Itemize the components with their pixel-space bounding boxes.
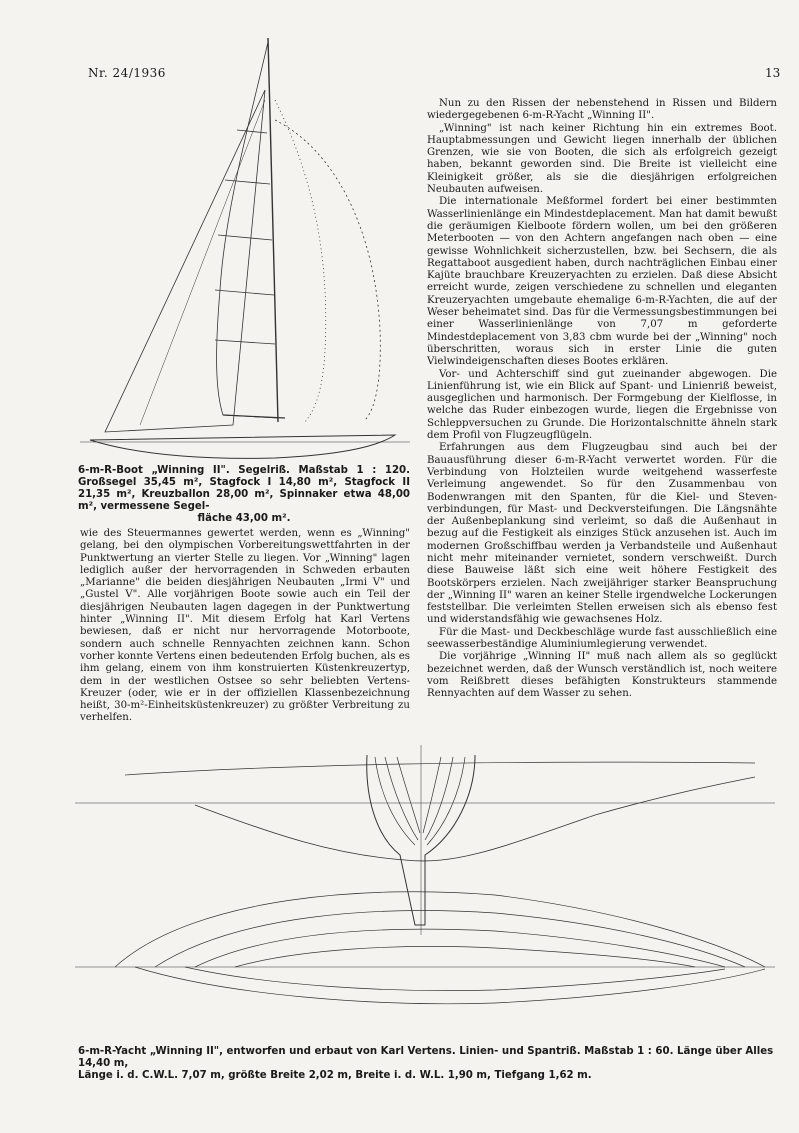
hull-outline (90, 435, 395, 458)
diagonal-curve (135, 967, 765, 1004)
section-line (385, 757, 418, 840)
paragraph: Für die Mast- und Deckbeschläge wurde fast ausschließlich eine seewasserbeständige Aluminiumlegierung verwendet. (427, 626, 777, 651)
sail-plan-caption-last-line: fläche 43,00 m². (197, 513, 291, 524)
issue-number: Nr. 24/1936 (88, 66, 166, 80)
sail-plan-drawing (75, 30, 420, 460)
kreuzballon-outline (275, 100, 326, 422)
paragraph: Nun zu den Rissen der nebenstehend in Rissen und Bildern wiedergegebenen 6-m-R-Yacht „Winning II". (427, 98, 777, 122)
mast-line (268, 38, 278, 422)
mainsail-outline (217, 42, 278, 418)
lines-plan-caption-line2: Länge i. d. C.W.L. 7,07 m, größte Breite 2,02 m, Breite i. d. W.L. 1,90 m, Tiefgang 1,62 m. (78, 1070, 592, 1081)
profile-bottom (195, 777, 755, 861)
lines-plan-caption (78, 1046, 778, 1082)
batten (215, 340, 275, 344)
paragraph: Die vorjährige „Winning II" muß nach allem als so geglückt bezeichnet werden, daß der Wunsch verständlich ist, noch weitere vom Reißbrett dieses befähigten Konstrukteurs stammende Rennyachten auf dem Wasser zu sehen. (427, 651, 777, 700)
right-text-column (427, 98, 777, 701)
paragraph: Die internationale Meßformel fordert bei einer bestimmten Wasserlinienlänge ein Mindestdeplacement. Man hat damit bewußt die geräumigen Kielboote fördern wollen, um bei den größeren Meterbooten — von den Achtern angefangen nach oben — eine gewisse Wohnlichkeit sicherzustellen, bzw. bei Sechsern, die als Regattaboot ausgedient haben, durch nachträglichen Einbau einer Kajüte brauchbare Kreuzeryachten zu erzielen. Daß diese Absicht erreicht wurde, zeigen verschiedene zu schnellen und eleganten Kreuzeryachten umgebaute ehemalige 6-m-R-Yachten, die auf der Weser beheimatet sind. Das für die Vermessungsbestimmungen bei einer Wasserlinienlänge von 7,07 m geforderte Mindestdeplacement von 3,83 cbm wurde bei der „Winning" noch überschritten, woraus sich in erster Linie die guten Vielwindeigenschaften dieses Bootes erklären. (427, 196, 777, 368)
section-line (423, 757, 441, 833)
sail-plan-caption-text: 6-m-R-Boot „Winning II". Segelriß. Maßstab 1 : 120. Großsegel 35,45 m², Stagfock I 14,80 m², Stagfock II 21,35 m², Kreuzballon 28,00 m², Spinnaker etwa 48,00 m², vermessene Segel- (78, 465, 410, 512)
batten (215, 290, 274, 295)
jib-outline (105, 90, 265, 432)
lines-plan-caption-line1: 6-m-R-Yacht „Winning II", entworfen und erbaut von Karl Vertens. Linien- und Spantriß. Maßstab 1 : 60. Länge über Alles 14,40 m, (78, 1046, 774, 1069)
waterline-curve (195, 929, 725, 967)
section-line (425, 757, 453, 840)
batten (225, 180, 270, 184)
paragraph: Vor- und Achterschiff sind gut zueinander abgewogen. Die Linienführung ist, wie ein Blick auf Spant- und Linienriß beweist, ausgeglichen und harmonisch. Der Formgebung der Kielflosse, in welche das Ruder einbezogen wurde, liegen die Ergebnisse von Schleppversuchen zu Grunde. Die Horizontalschnitte ähneln stark dem Profil von Flugzeugflügeln. (427, 368, 777, 442)
left-text-column (80, 528, 410, 725)
waterline-curve (235, 946, 695, 967)
boom-line (223, 415, 285, 418)
section-line (427, 757, 465, 845)
paragraph: wie des Steuermannes gewertet werden, wenn es „Winning" gelang, bei den olympischen Vorbereitungswettfahrten in der Punktwertung an vierter Stelle zu liegen. Vor „Winning" lagen lediglich außer der hervorragenden in Schweden erbauten „Marianne" die beiden diesjährigen Neubauten „Irmi V" und „Gustel V". Alle vorjährigen Boote sowie auch ein Teil der diesjährigen Neubauten lagen dagegen in der Punktwertung hinter „Winning II". Mit diesem Erfolg hat Karl Vertens bewiesen, daß er nicht nur hervorragende Motorboote, sondern auch schnelle Rennyachten zeichnen kann. Schon vorher konnte Vertens einen bedeutenden Erfolg buchen, als es ihm gelang, einem von ihm konstruierten Küstenkreuzertyp, dem in der westlichen Ostsee so sehr beliebten Vertens-Kreuzer (oder, wie er in der offiziellen Klassenbezeichnung heißt, 30-m²-Einheitsküstenkreuzer) zu größter Verbreitung zu verhelfen. (80, 528, 410, 724)
paragraph: Erfahrungen aus dem Flugzeugbau sind auch bei der Bauausführung dieser 6-m-R-Yacht verwertet worden. Für die Verbindung von Holzteilen wurde weitgehend wasserfeste Verleimung angewendet. So für den Zusammenbau von Bodenwrangen mit den Spanten, für die Kiel- und Stevenverbindungen, für Mast- und Deckversteifungen. Die Längsnähte der Außenbeplankung sind verleimt, so daß die Außenhaut in bezug auf die Festigkeit als einziges Stück anzusehen ist. Auch im modernen Großschiffbau werden ja Verbandsteile und Außenhaut nicht mehr miteinander vernietet, sondern verschweißt. Durch diese Bauweise läßt sich eine weit höhere Festigkeit des Bootskörpers erzielen. Nach zweijähriger starker Beanspruchung der „Winning II" waren an keiner Stelle irgendwelche Lockerungen feststellbar. Die verleimten Stellen erweisen sich als ebenso fest und widerstandsfähig wie gewachsenes Holz. (427, 442, 777, 626)
sheer-line (125, 762, 755, 775)
diagonal-curve (185, 967, 725, 991)
sail-plan-caption (78, 465, 410, 525)
jib-inner-line (140, 100, 265, 425)
spinnaker-outline (275, 120, 380, 420)
lines-plan-drawing (75, 745, 775, 1035)
page-number: 13 (765, 66, 781, 80)
section-line (397, 757, 420, 833)
batten (237, 130, 267, 133)
paragraph: „Winning" ist nach keiner Richtung hin ein extremes Boot. Hauptabmessungen und Gewicht liegen innerhalb der üblichen Grenzen, wie sie von Booten, die sich als erfolgreich gezeigt haben, bekannt geworden sind. Die Breite ist vielleicht eine Kleinigkeit größer, als sie die diesjährigen erfolgreichen Neubauten aufweisen. (427, 122, 777, 196)
waterline-curve (155, 911, 745, 967)
